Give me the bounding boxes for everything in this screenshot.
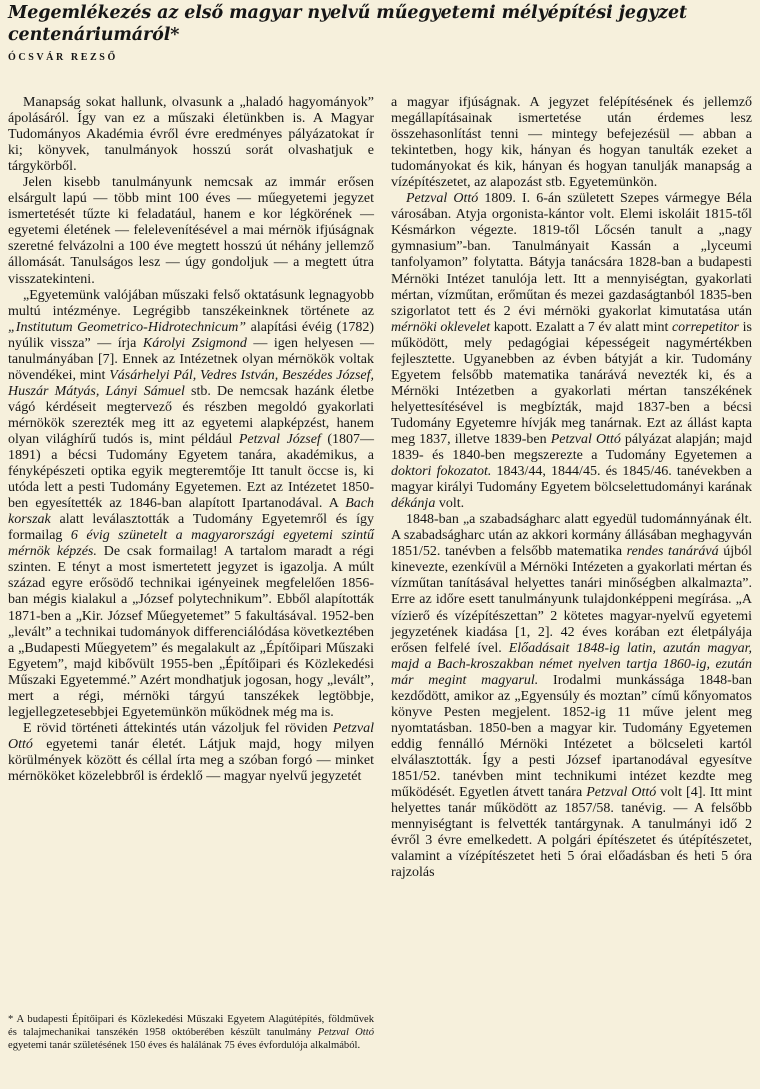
text-run: kapott. Ezalatt a 7 év alatt mint: [490, 319, 672, 335]
text-run: (1807—1891) a bécsi Tudomány Egyetem tanára, akadémikus, a fényképészeti optika egyik megteremtője Itt tanult öccse is, ki utóda lett a pesti Tudomány Egyetemen. Ezt az Intézetet 1850-ben egyesítették az 1846-ban alapított Ipartanodával. A: [8, 431, 374, 512]
text-run: 1848-ban „a szabadságharc alatt egyedül tudománnyának élt. A szabadságharc után az akkori kormány állásában meghagyván 1851/52. tanévben a felsőbb matematika: [391, 512, 752, 560]
footnote: [8, 1013, 374, 1053]
article-title: Megemlékezés az első magyar nyelvű műegyetemi mélyépítési jegyzet centenáriumáról*: [8, 3, 687, 45]
text-run: Manapság sokat hallunk, olvasunk a „haladó hagyományok” ápolásáról. Így van ez a műszaki életünkben is. A Magyar Tudományos Akadémia évről évre eredményes pályázatokat ír ki; könyvek, tanulmányok hosszú sorát olvashatjuk e tárgykörből.: [8, 95, 374, 175]
italic-text-run: Petzval Ottó: [550, 431, 621, 447]
text-run: 1843/44, 1844/45. és 1845/46. tanévekben a magyar királyi Tudomány Egyetem bölcselettudományi karának: [391, 464, 752, 496]
text-run: a magyar ifjúságnak. A jegyzet felépítésének és jellemző megállapításainak ismertetése után érdemes lesz összehasonlítást tenni — mintegy befejezésül — abban a tekintetben, hogy kik, hányan és hogyan tanulták ezeket a tudományokat és kik, hányan és hogyan tanulják manapság a vízépítészetet, az alapozást stb. Egyetemünkön.: [391, 95, 752, 191]
left-column: [8, 95, 374, 785]
text-run: alatt leválasztották a Tudomány Egyetemről és így formailag: [8, 512, 374, 544]
italic-text-run: Petzval Ottó: [406, 191, 479, 207]
italic-text-run: rendes tanárává: [626, 544, 719, 560]
italic-text-run: Előadásait 1848-ig latin, azután magyar, majd a Bach-kroszakban német nyelven tartja 1860-ig, ezután már megint magyarul.: [391, 640, 753, 688]
italic-text-run: Petzval József: [238, 431, 321, 447]
text-run: E rövid történeti áttekintés után vázoljuk fel röviden: [23, 720, 333, 736]
italic-text-run: Petzval Ottó: [8, 720, 374, 752]
italic-text-run: Petzval Ottó: [317, 1027, 374, 1039]
italic-text-run: Bach korszak: [8, 496, 374, 528]
text-run: egyetemi tanár életét. Látjuk majd, hogy milyen körülmények között és céllal írta meg a szóban forgó — minket mérnököket közelebbről is érdeklő — magyar nyelvű jegyzetét: [8, 736, 374, 784]
text-run: is működött, mely pedagógiai képességeit nagymértékben fejlesztette. Ugyanebben az évben bátyját a kir. Tudomány Egyetem felsőbb matematika tanárává nevezték ki, és a Mérnöki Intézetben a gyakorlati mértan tanszékének helyettesítésével is megbízták, majd 1837-ben a bécsi Tudomány Egyetemre hívják meg tanárnak. Ezt az állást kapta meg 1837, illetve 1839-ben: [391, 319, 752, 447]
paragraph: [8, 721, 374, 785]
text-run: * A budapesti Építőipari és Közlekedési Műszaki Egyetem Alagútépítés, földművek és talajmechanikai tanszékén 1958 októberében készült tanulmány: [8, 1014, 374, 1039]
text-run: volt.: [435, 496, 465, 512]
italic-text-run: 6 évig szünetelt a magyarországi egyetemi szintű mérnök képzés.: [8, 528, 375, 560]
paragraph: [8, 95, 374, 175]
italic-text-run: „Institutum Geometrico-Hidrotechnicum”: [8, 319, 247, 335]
text-run: Jelen kisebb tanulmányunk nemcsak az immár erősen elsárgult lapú — több mint 100 éves — műegyetemi jegyzet ismertetését tűzte ki feladatául, hanem e kor légkörének — egyetemi életének — felelevenítésével a mai mérnök ifjúságnak szeretné felvázolni a 100 éve megtett hosszú út néhány jellemző állomását. Tanulságos lesz — úgy gondoljuk — a megtett útra visszatekinteni.: [8, 175, 374, 287]
text-run: újból kinevezte, ezenkívül a Mérnöki Intézeten a gyakorlati mértan és vízműtan tanításával helyettes tanári minőségben alkalmazta”. Erre az időre esett tanulmányunk tulajdonképpeni megírása. „A vízierő és vízépítészettan” 2 kötetes magyar-nyelvű egyetemi jegyzetének kiadása [1, 2]. 42 éves korában ezt életpályája erősen felfelé ível.: [391, 544, 753, 656]
text-run: De csak formailag! A tartalom maradt a régi szinten. E tényt a most ismertetett jegyzet is igazolja. A múlt század egyre erősödő technikai igényeinek megfelelően 1856-ban mégis kialakul a „József polytechnikum”. Ebből alapították 1871-ben a „Kir. József Műegyetemet” 5 fakultásával. 1952-ben „levált” a technikai tudományok differenciálódása következtében a „Budapesti Műegyetem” és megalakult az „Építőipari Műszaki Egyetem”, majd kibővült 1955-ben „Építőipari és Közlekedési Műszaki Egyetemmé.” Azért mondhatjuk jogosan, hogy „levált”, mert a régi, mérnöki tárgyú tanszékek legtöbbje, legjellegzetesebbjei Egyetemünkön működnek még ma is.: [8, 544, 374, 720]
italic-text-run: Károlyi Zsigmond: [142, 335, 247, 351]
italic-text-run: correpetitor: [671, 319, 740, 335]
text-run: pályázat alapján; majd 1839- és 1840-ben megszerezte a Tudomány Egyetemen a: [391, 431, 752, 464]
italic-text-run: Vásárhelyi Pál, Vedres István, Beszédes József, Huszár Mátyás, Lányi Sámuel: [8, 367, 374, 399]
paragraph: [8, 288, 374, 721]
italic-text-run: doktori fokozatot.: [391, 464, 492, 480]
text-run: 1809. I. 6-án született Szepes vármegye Béla városában. Atyja orgonista-kántor volt. Elemi iskoláit 1815-től Késmárkon végezte. 1819-től Lőcsén tanult a „nagy gymnasium”-ban. Tanulmányait Kassán a „lyceumi tanfolyamon” folytatta. Bátyja tanácsára 1828-ban a budapesti Mérnöki Intézet tanulója lett. Itt a mennyiségtan, gyakorlati mértan, vízműtan, erőműtan és mezei gazdaságtanból 1835-ben szigorlatot tett és 2 évi mérnöki gyakorlat kimutatása után: [391, 191, 752, 319]
text-run: „Egyetemünk valójában műszaki felső oktatásunk legnagyobb multú intézménye. Legrégibb tanszékeinknek története az: [8, 287, 374, 319]
paragraph: [391, 512, 752, 881]
italic-text-run: Petzval Ottó: [586, 785, 657, 801]
author-name: ÓCSVÁR REZSŐ: [8, 52, 118, 63]
text-run: volt [4]. Itt mint helyettes tanár működött az 1857/58. tanévig. — A felsőbb mennyiségtant is felvették tantárgynak. A tanulmányi idő 2 évről 3 évre emelkedett. A polgári építészetet és útépítészetet, valamint a vízépítészetet heti 5 órai előadásban és heti 5 óra rajzolás: [391, 785, 752, 881]
right-column: [391, 95, 752, 881]
paragraph: [391, 95, 752, 191]
text-run: Irodalmi munkássága 1848-ban kezdődött, amikor az „Egyensúly és moztan” című kőnyomatos könyve Pesten megjelent. 1852-ig 11 műve jelent meg nyomtatásban. 1850-ben a magyar kir. Tudomány Egyetemen eddig fennálló Mérnöki Intézetet a bölcseleti kartól elválasztották. Így a pesti József ipartanodával egyesítve 1851/52. tanévben mint technikumi intézet kezdte meg működését. Egyetlen átvett tanára: [391, 672, 753, 801]
paragraph: [391, 191, 752, 512]
text-run: — igen helyesen — tanulmányában [7]. Ennek az Intézetnek olyan mérnökök voltak növendékei, mint: [8, 335, 374, 383]
text-run: alapítási évéig (1782) nyúlik vissza” — írja: [8, 319, 374, 351]
text-run: stb. De nemcsak hazánk életbe vágó kérdéseit megtervező és részben megoldó gyakorlati mérnökök szerezték meg itt az egyetemi alapképzést, hanem olyan világhírű tudós is, mint például: [8, 383, 374, 447]
italic-text-run: dékánja: [391, 496, 436, 512]
text-run: egyetemi tanár születésének 150 éves és halálának 75 éves évfordulója alkalmából.: [8, 1040, 361, 1052]
paragraph: [8, 175, 374, 287]
italic-text-run: mérnöki oklevelet: [391, 319, 491, 335]
